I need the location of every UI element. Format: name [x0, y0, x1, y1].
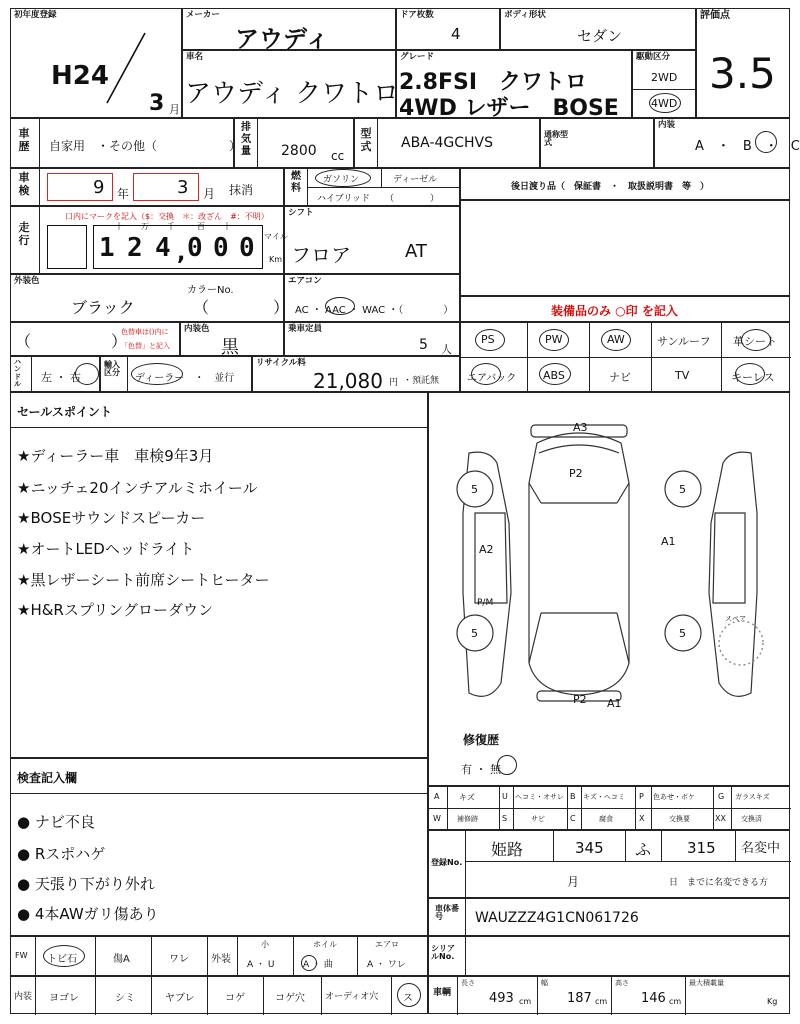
bottom-yogore: ヨゴレ	[49, 993, 79, 1004]
bottom-audio: オーディオ穴	[325, 992, 379, 1002]
legend-w-desc: 補修跡	[457, 815, 478, 823]
equip-pw: PW	[545, 333, 563, 346]
inspector-note-3: ● 天張り下がり外れ	[17, 875, 155, 893]
aircon-label: エアコン	[288, 276, 322, 286]
car-name-cell	[182, 50, 400, 118]
recycle-value: 21,080	[313, 369, 383, 393]
legend-u: U	[502, 792, 508, 801]
docs-cell	[460, 168, 790, 200]
common-model-cell	[540, 118, 654, 168]
shift-label: シフト	[288, 208, 314, 218]
sales-points-cell	[10, 392, 428, 758]
capacity-value: 5	[419, 337, 428, 353]
handle-label: ハンドル	[14, 358, 21, 389]
dims-cell	[428, 976, 790, 1014]
interior-grade-cell	[654, 118, 800, 168]
serial-no-label: シリアルNo.	[431, 944, 455, 962]
sales-point-2: ★ニッチェ20インチアルミホイール	[17, 479, 258, 497]
first-reg-era: H24	[51, 61, 109, 91]
dims-wid: 187	[567, 991, 592, 1006]
color-no-label: カラーNo.	[187, 285, 234, 296]
interior-grade-value: A ・ B ・ C	[695, 139, 800, 154]
common-model-label: 通称型式	[544, 130, 568, 148]
legend-s-desc: サビ	[531, 815, 545, 823]
repair-circle	[497, 755, 517, 775]
equip-pw-circle	[539, 329, 569, 351]
dims-wid-label: 幅	[541, 979, 548, 987]
legend-x-desc: 交換要	[669, 815, 690, 823]
sales-point-4: ★オートLEDヘッドライト	[17, 540, 195, 558]
equip-header: 装備品のみ ○印 を記入	[551, 304, 678, 318]
mileage-h4: 百	[197, 222, 205, 231]
bottom-ext: 外装	[211, 954, 231, 965]
legend-b: B	[570, 792, 576, 801]
bottom-int: 内装	[14, 992, 33, 1002]
recycle-label: リサイクル料	[256, 358, 306, 368]
body-shape-label: ボディ形状	[504, 10, 546, 20]
bottom-koge-ana: コゲ穴	[275, 993, 305, 1004]
car-diagram	[429, 393, 791, 723]
sales-point-6: ★H&Rスプリングローダウン	[17, 601, 213, 619]
history-options: 自家用 ・その他（ ）	[49, 139, 242, 153]
recycle-deposit: ・預託無	[403, 376, 440, 386]
legend-u-desc: ヘコミ・オサレ	[515, 793, 564, 801]
equip-sunroof: サンルーフ	[657, 335, 711, 348]
car-name-label: 車名	[186, 52, 204, 62]
equip-header-cell	[460, 296, 790, 322]
docs-area	[460, 200, 790, 296]
inspection-cancel: 抹消	[229, 183, 254, 197]
dims-len-unit: cm	[519, 997, 532, 1006]
equip-tv: TV	[675, 369, 690, 382]
equip-grid	[460, 322, 790, 392]
ext-color-label: 外装色	[14, 276, 40, 286]
import-cell	[100, 356, 252, 392]
interior-grade-circle	[755, 131, 777, 153]
mark-tire-fl: 5	[471, 483, 478, 496]
equip-abs-circle	[539, 363, 571, 385]
recycle-cell	[252, 356, 460, 392]
mileage-label: 走行	[18, 221, 30, 248]
legend-xx: XX	[715, 814, 726, 823]
aircon-cell	[284, 274, 460, 322]
repair-value: 有 ・ 無	[461, 763, 501, 776]
fuel-gasoline: ガソリン	[323, 175, 360, 185]
mark-tire-rl: 5	[471, 627, 478, 640]
sales-point-5: ★黒レザーシート前席シートヒーター	[17, 571, 270, 589]
wheel-a-circle	[301, 955, 317, 971]
legend-a: A	[434, 792, 440, 801]
vin-value: WAUZZZ4G1CN061726	[475, 910, 639, 926]
inspection-month: 3	[177, 177, 189, 198]
first-reg-month: 3	[149, 91, 165, 116]
ext-color-cell	[10, 274, 290, 322]
car-diagram-cell	[428, 392, 790, 786]
history-cell	[10, 118, 242, 168]
dims-load-label: 最大積載量	[689, 979, 724, 987]
recycle-unit: 円	[389, 378, 399, 388]
score-label: 評価点	[700, 10, 730, 21]
mileage-unit-mile: マイル	[264, 232, 288, 241]
inspection-year-unit: 年	[117, 187, 130, 201]
legend-table	[428, 786, 790, 830]
mark-p2-rear: P2	[573, 693, 587, 706]
interior-grade-label: 内装	[658, 120, 676, 130]
inspector-cell	[10, 758, 428, 936]
shift-type: フロア	[291, 243, 351, 267]
capacity-cell	[284, 322, 460, 356]
inspection-year: 9	[93, 177, 105, 198]
int-color-label: 内装色	[184, 324, 210, 334]
equip-navi: ナビ	[609, 371, 631, 384]
import-circle	[131, 363, 183, 385]
dims-hgt-label: 高さ	[615, 979, 629, 987]
fuel-label: 燃料	[291, 171, 301, 194]
body-shape-cell	[500, 8, 696, 50]
fuel-cell	[284, 168, 460, 206]
mileage-digit-2: 2	[127, 233, 143, 263]
grade-line2: 4WD レザー BOSE	[399, 96, 619, 121]
displacement-value: 2800	[281, 143, 317, 159]
history-label: 車歴	[18, 127, 30, 154]
bottom-wheel-val: A ・ 曲	[303, 960, 333, 970]
dims-hgt-unit: cm	[669, 997, 682, 1006]
doors-value: 4	[451, 25, 461, 43]
bottom-su: ス	[403, 993, 413, 1004]
vin-cell	[428, 898, 790, 936]
mileage-h1: 十	[115, 222, 123, 231]
tobiishi-circle	[43, 945, 85, 967]
mark-a3: A3	[573, 421, 588, 434]
first-reg-label: 初年度登録	[14, 10, 57, 20]
sales-points-label: セールスポイント	[17, 405, 112, 419]
dims-hgt: 146	[641, 991, 666, 1006]
bottom-small-val: A ・ U	[247, 960, 275, 970]
plate-label: 登録No.	[431, 858, 463, 867]
color-no-value: （ ）	[193, 298, 290, 317]
plate-cell	[428, 830, 790, 898]
doors-label: ドア枚数	[400, 10, 434, 20]
legend-p: P	[639, 792, 644, 801]
mark-a1-right: A1	[661, 535, 676, 548]
drive-2wd: 2WD	[651, 71, 678, 84]
mark-a1-rear: A1	[607, 697, 622, 710]
displacement-label: 排気量	[241, 122, 251, 157]
fuel-diesel: ディーゼル	[393, 175, 438, 185]
legend-a-desc: キズ	[459, 793, 475, 802]
mileage-h5: 十	[223, 222, 231, 231]
displacement-unit: cc	[331, 149, 345, 163]
bottom-row-2	[10, 976, 428, 1014]
legend-x: X	[639, 814, 645, 823]
mileage-digit-1: 1	[99, 233, 115, 263]
equip-aw: AW	[607, 333, 625, 346]
shift-cell	[284, 206, 460, 274]
legend-b-desc: キズ・ヘコミ	[583, 793, 625, 801]
aircon-value: AC ・ AAC ・ WAC ・（ ）	[295, 305, 454, 316]
mileage-note: 口内にマークを記入（$：交換 ＊：改ざん #：不明）	[65, 212, 269, 221]
inspector-label: 検査記入欄	[17, 771, 78, 785]
mileage-digit-3: 4	[155, 233, 171, 263]
bottom-wheel: ホイル	[313, 940, 337, 949]
shift-trans: AT	[405, 241, 427, 262]
maker-value: アウディ	[235, 25, 330, 53]
plate-day-note: 日 までに名変できる方	[669, 878, 769, 888]
color-change-value: （ ）	[15, 332, 128, 351]
mileage-unit-km: Km	[269, 255, 283, 264]
legend-xx-desc: 交換済	[741, 815, 762, 823]
handle-cell	[10, 356, 100, 392]
int-color-value: 黒	[221, 337, 239, 358]
maker-label: メーカー	[186, 10, 220, 20]
mark-tire-fr: 5	[679, 483, 686, 496]
mark-tire-rr: 5	[679, 627, 686, 640]
bottom-row-1	[10, 936, 428, 976]
sales-point-3: ★BOSEサウンドスピーカー	[17, 509, 206, 527]
first-reg-cell	[10, 8, 182, 118]
model-value: ABA-4GCHVS	[401, 135, 494, 151]
plate-kana: ふ	[635, 840, 652, 859]
dims-label: 車輌	[433, 988, 452, 998]
bottom-tobiishi: トビ石	[47, 954, 77, 965]
plate-month: 月	[567, 875, 580, 889]
dims-wid-unit: cm	[595, 997, 608, 1006]
legend-w: W	[433, 814, 441, 823]
equip-keyless: キーレス	[731, 371, 775, 384]
equip-keyless-circle	[735, 363, 765, 385]
su-circle	[397, 983, 421, 1007]
displacement-cell	[234, 118, 354, 168]
bottom-aero-val: A ・ ワレ	[367, 960, 406, 970]
body-shape-value: セダン	[577, 27, 623, 45]
mileage-digit-4: 0	[187, 233, 203, 263]
inspection-label: 車検	[18, 171, 30, 198]
sales-point-1: ★ディーラー車 車検9年3月	[17, 447, 214, 465]
mileage-cell: 走行 口内にマークを記入（$：交換 ＊：改ざん #：不明） 十 万 千 百 十 一 1 2 4 , 0 0 0 マイル Km	[10, 206, 284, 274]
bottom-koge: コゲ	[225, 993, 245, 1004]
bottom-shimi: シミ	[115, 993, 135, 1004]
vin-label: 車体番号	[435, 904, 459, 922]
grade-line1: 2.8FSI クワトロ	[399, 70, 588, 95]
equip-abs: ABS	[543, 369, 565, 382]
dims-load-unit: Kg	[767, 997, 778, 1006]
inspector-note-1: ● ナビ不良	[17, 813, 95, 831]
legend-g-desc: ガラスキズ	[735, 793, 770, 801]
bottom-kizu-a: 傷A	[113, 954, 130, 965]
legend-c-desc: 腐食	[599, 815, 613, 823]
car-name-value: アウディ クワトロ	[185, 79, 400, 109]
bottom-small: 小	[261, 940, 269, 949]
drive-4wd: 4WD	[651, 97, 678, 110]
plate-num: 345	[575, 839, 604, 857]
model-label: 型式	[360, 127, 372, 154]
color-change-cell	[10, 322, 180, 356]
color-change-note2: 「色替」と記入	[121, 342, 170, 350]
plate-note: 名変中	[741, 841, 781, 856]
mileage-digit-6: 0	[239, 233, 255, 263]
handle-value: 左 ・ 右	[41, 371, 81, 384]
bottom-fw: FW	[15, 951, 28, 960]
bottom-ware: ワレ	[169, 954, 189, 965]
plate-city: 姫路	[491, 840, 524, 859]
maker-cell	[182, 8, 396, 53]
drive-4wd-circle	[649, 93, 681, 113]
handle-circle	[75, 363, 99, 385]
mileage-h6: 一	[247, 222, 255, 231]
equip-airbag: エアバック	[467, 373, 517, 384]
import-label: 輸入区分	[104, 360, 120, 378]
score-value: 3.5	[709, 49, 776, 98]
doors-cell	[396, 8, 500, 50]
capacity-label: 乗車定員	[288, 324, 323, 334]
legend-s: S	[502, 814, 508, 823]
inspector-note-2: ● Rスポハゲ	[17, 845, 106, 863]
grade-label: グレード	[400, 52, 435, 62]
drive-label: 駆動区分	[636, 52, 671, 62]
mark-pm: P/M	[477, 598, 494, 608]
inspector-note-4: ● 4本AWガリ傷あり	[17, 905, 159, 923]
fuel-gasoline-circle	[315, 169, 371, 187]
plate-serial: 315	[687, 839, 716, 857]
score-cell	[696, 8, 790, 118]
slash-mark	[101, 27, 151, 107]
capacity-unit: 人	[441, 343, 452, 356]
fuel-other: （ ）	[385, 194, 440, 204]
repair-label: 修復歴	[463, 733, 500, 747]
mileage-h3: 千	[167, 222, 175, 231]
equip-aw-circle	[601, 329, 631, 351]
bottom-aero: エアロ	[375, 940, 399, 949]
import-value: ディーラー ・ 並行	[135, 373, 235, 384]
first-reg-month-unit: 月	[169, 103, 180, 116]
mark-p2-top: P2	[569, 467, 583, 480]
docs-label: 後日渡り品（ 保証書 ・ 取扱説明書 等 ）	[511, 182, 710, 192]
equip-leather-circle	[741, 329, 771, 351]
mileage-digit-5: 0	[213, 233, 229, 263]
spare-label: スペア	[725, 615, 746, 623]
equip-ps-circle	[475, 329, 505, 351]
dims-len-label: 長さ	[461, 979, 475, 987]
mileage-h2: 万	[141, 222, 149, 231]
int-color-cell	[180, 322, 284, 356]
fuel-hybrid: ハイブリッド	[317, 194, 371, 204]
model-cell	[354, 118, 540, 168]
serial-no-cell	[428, 936, 790, 976]
mark-a2-left: A2	[479, 543, 494, 556]
legend-g: G	[718, 792, 725, 801]
inspection-cell	[10, 168, 284, 206]
aircon-circle	[325, 297, 355, 315]
equip-leather: 革シート	[733, 335, 777, 348]
legend-p-desc: 色あせ・ボケ	[653, 793, 695, 801]
legend-c: C	[570, 814, 576, 823]
drive-cell	[632, 50, 696, 118]
equip-airbag-circle	[471, 363, 501, 385]
equip-ps: PS	[481, 333, 495, 346]
ext-color-value: ブラック	[71, 298, 135, 317]
dims-len: 493	[489, 991, 514, 1006]
color-change-note1: 色替車は()内に	[121, 328, 169, 336]
inspection-month-unit: 月	[203, 187, 216, 201]
bottom-yabure: ヤブレ	[165, 993, 195, 1004]
grade-cell	[396, 50, 632, 121]
